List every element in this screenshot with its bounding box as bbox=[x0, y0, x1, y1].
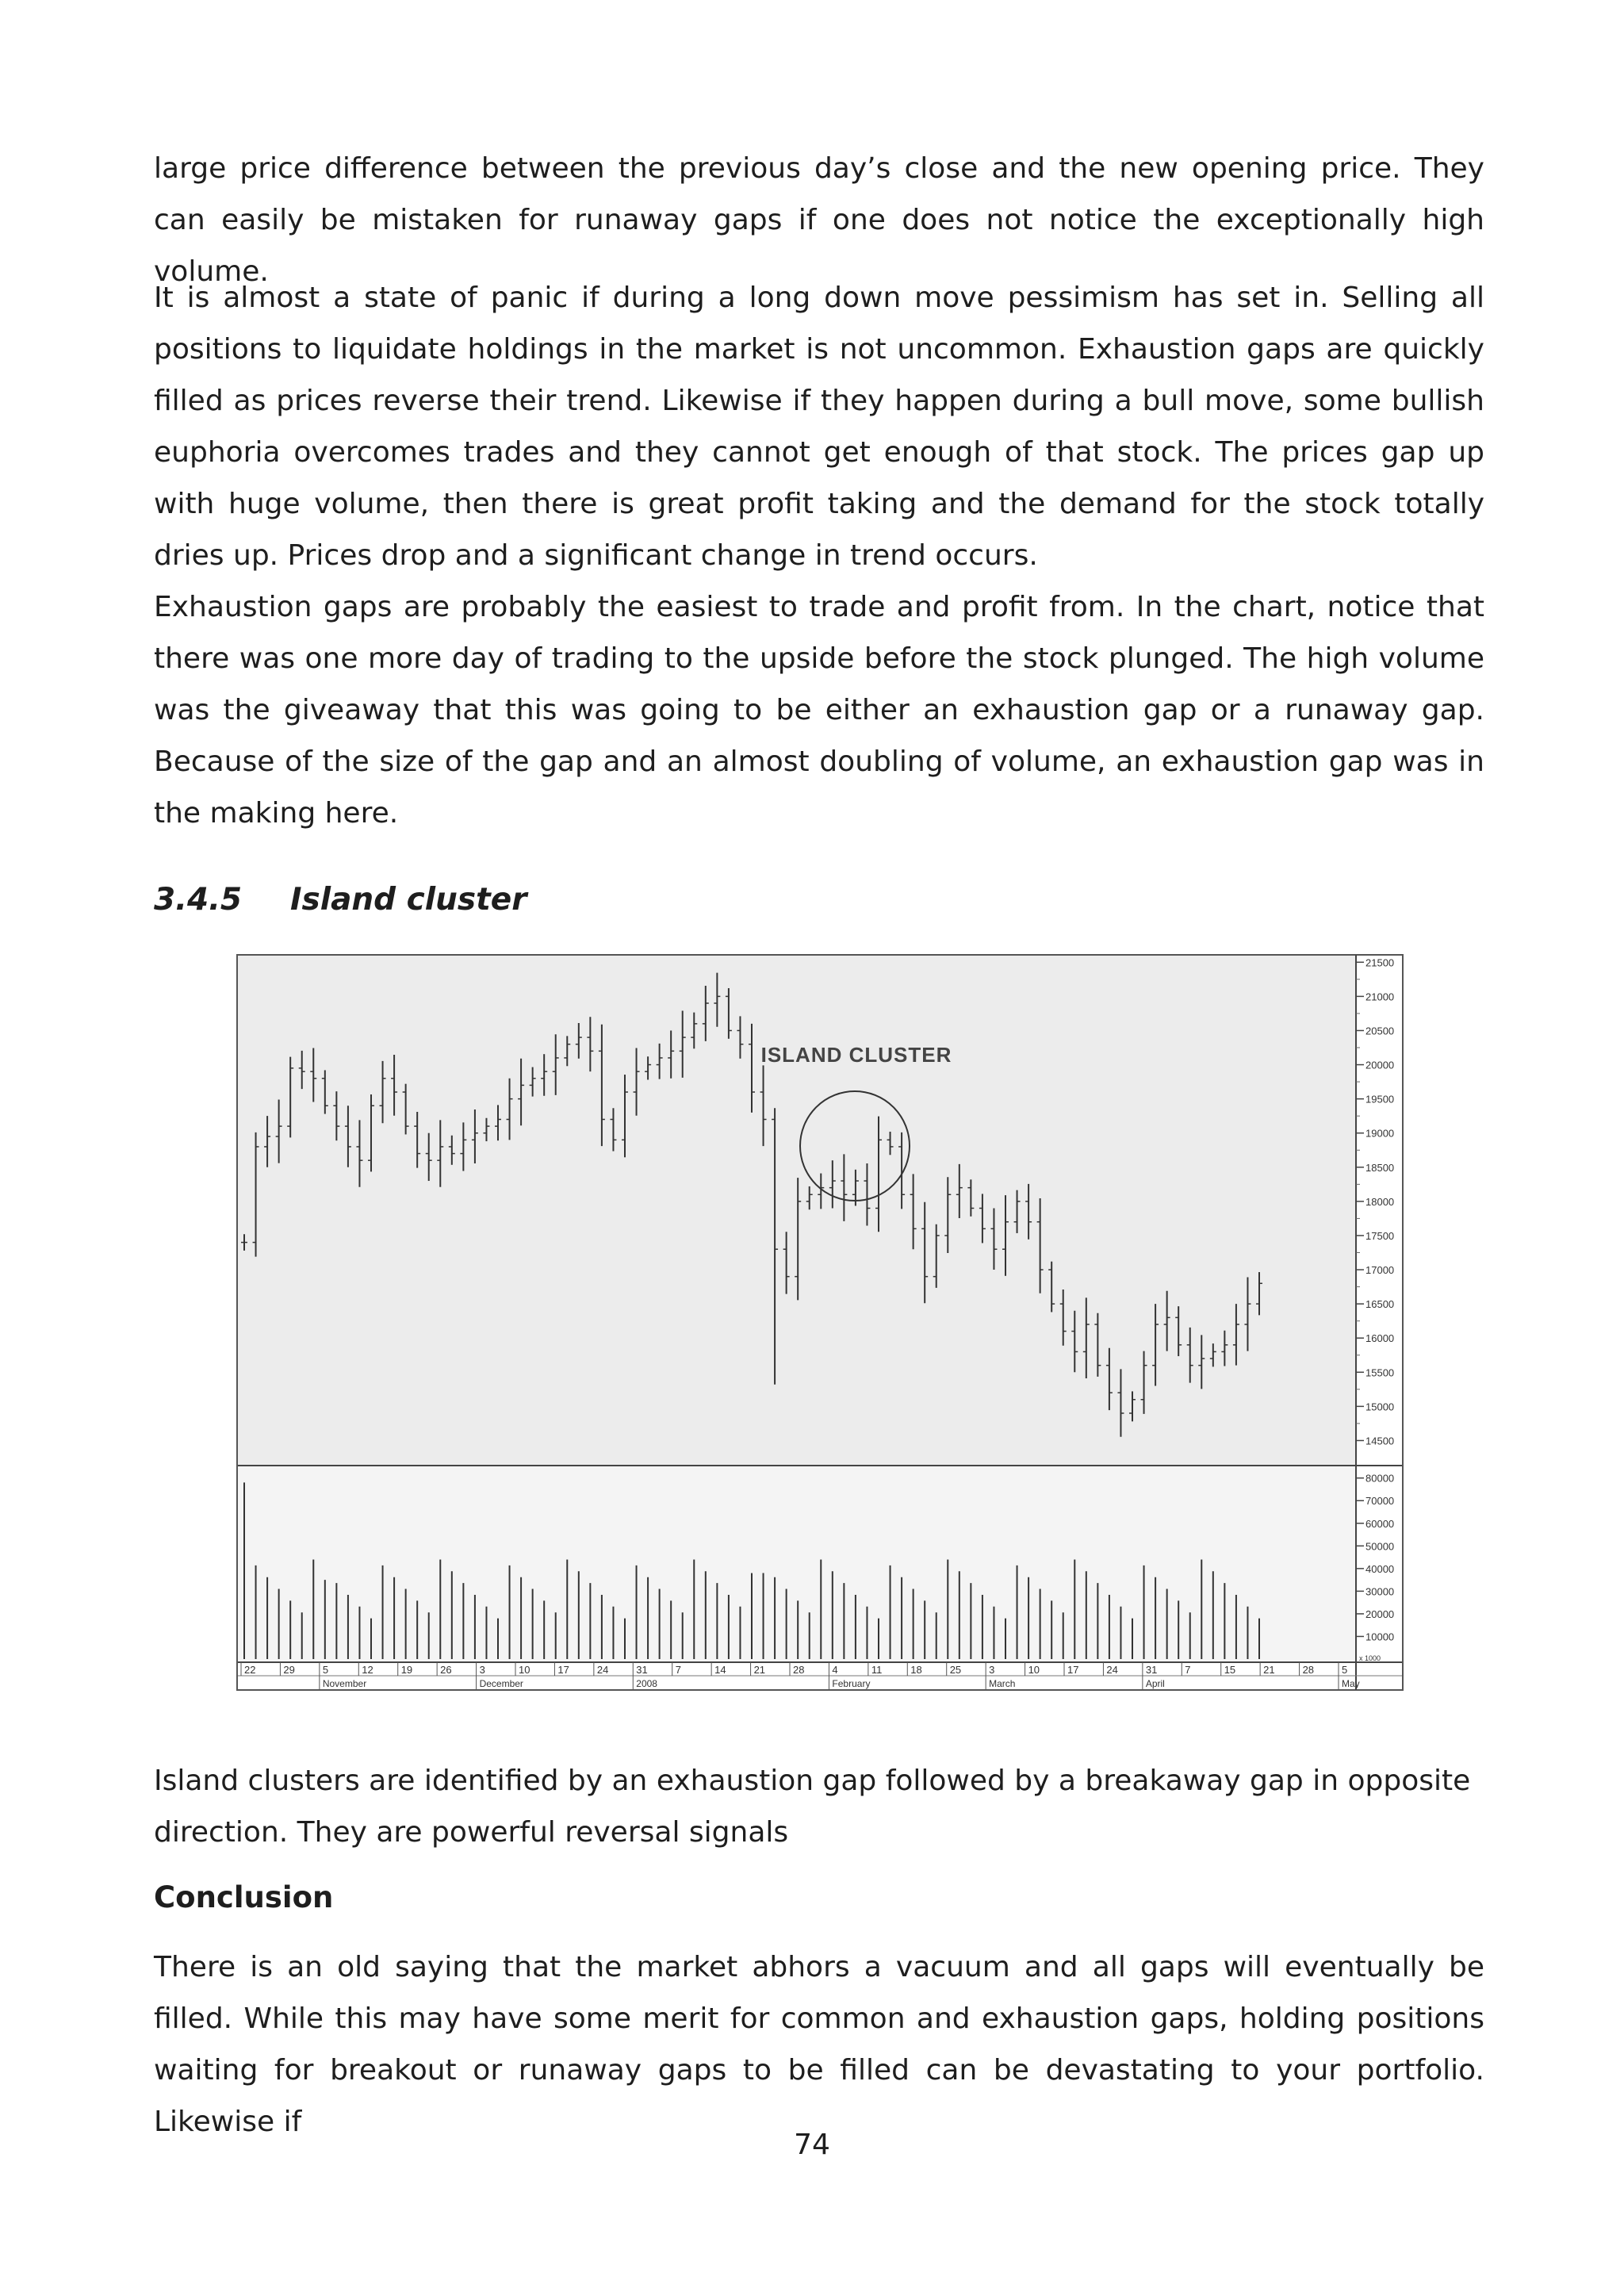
date-tick-label: 18 bbox=[910, 1664, 922, 1676]
date-tick-label: 29 bbox=[283, 1664, 295, 1676]
conclusion-heading: Conclusion bbox=[154, 1880, 334, 1914]
month-label: May bbox=[1342, 1678, 1360, 1689]
paragraph-conclusion: There is an old saying that the market abhors a vacuum and all gaps will eventually be filled. While this may have some merit for common and exhaustion gaps, holding positions waiting for breakout or runaway gaps to be filled can be devastating to your portfolio. Likewise if bbox=[154, 1951, 1484, 2138]
date-tick-label: 25 bbox=[949, 1664, 962, 1676]
price-tick-label: 18500 bbox=[1365, 1161, 1395, 1174]
date-tick-label: 28 bbox=[1302, 1664, 1315, 1676]
date-tick-label: 3 bbox=[989, 1664, 995, 1676]
price-tick-label: 20000 bbox=[1365, 1059, 1395, 1071]
date-tick-label: 31 bbox=[1145, 1664, 1158, 1676]
price-tick-label: 14500 bbox=[1365, 1435, 1395, 1447]
date-tick-label: 12 bbox=[362, 1664, 373, 1676]
price-tick-label: 15000 bbox=[1365, 1401, 1395, 1413]
price-tick-label: 21000 bbox=[1365, 991, 1395, 1003]
date-tick-label: 24 bbox=[1106, 1664, 1118, 1676]
section-number: 3.4.5 bbox=[154, 882, 243, 918]
paragraph-island-definition: Island clusters are identified by an exhaustion gap followed by a breakaway gap in opposite direction. They are powerful reversal signals bbox=[154, 1765, 1471, 1849]
month-label: November bbox=[322, 1678, 367, 1689]
month-label: March bbox=[989, 1678, 1016, 1689]
volume-tick-label: 70000 bbox=[1365, 1495, 1395, 1508]
price-panel bbox=[238, 956, 1356, 1466]
date-tick-label: 17 bbox=[1067, 1664, 1079, 1676]
volume-tick-label: 10000 bbox=[1365, 1631, 1395, 1643]
page-number: 74 bbox=[794, 2129, 830, 2161]
date-tick-label: 17 bbox=[557, 1664, 569, 1676]
date-tick-label: 31 bbox=[636, 1664, 648, 1676]
volume-tick-label: 30000 bbox=[1365, 1585, 1395, 1598]
date-tick-label: 28 bbox=[793, 1664, 805, 1676]
date-tick-label: 14 bbox=[714, 1664, 726, 1676]
price-tick-label: 19500 bbox=[1365, 1093, 1395, 1106]
date-tick-label: 4 bbox=[832, 1664, 838, 1676]
volume-tick-label: 80000 bbox=[1365, 1472, 1395, 1485]
volume-unit-label: x 1000 bbox=[1359, 1654, 1381, 1662]
price-tick-label: 21500 bbox=[1365, 956, 1395, 969]
volume-tick-label: 50000 bbox=[1365, 1540, 1395, 1553]
date-tick-label: 15 bbox=[1224, 1664, 1236, 1676]
date-tick-label: 5 bbox=[1342, 1664, 1348, 1676]
volume-tick-label: 20000 bbox=[1365, 1608, 1395, 1620]
date-tick-label: 24 bbox=[596, 1664, 609, 1676]
price-tick-label: 16500 bbox=[1365, 1298, 1395, 1311]
month-label: February bbox=[832, 1678, 871, 1689]
date-tick-label: 21 bbox=[753, 1664, 766, 1676]
price-tick-label: 17500 bbox=[1365, 1229, 1395, 1242]
price-tick-label: 15500 bbox=[1365, 1366, 1395, 1379]
price-tick-label: 17000 bbox=[1365, 1264, 1395, 1277]
date-tick-label: 10 bbox=[1028, 1664, 1040, 1676]
date-tick-label: 19 bbox=[400, 1664, 413, 1676]
price-tick-label: 18000 bbox=[1365, 1195, 1395, 1208]
island-cluster-label: ISLAND CLUSTER bbox=[760, 1043, 952, 1067]
section-heading bbox=[154, 876, 527, 924]
volume-tick-label: 40000 bbox=[1365, 1562, 1395, 1575]
month-label: December bbox=[479, 1678, 523, 1689]
date-tick-label: 21 bbox=[1263, 1664, 1275, 1676]
date-tick-label: 10 bbox=[519, 1664, 530, 1676]
chart-svg bbox=[236, 954, 1404, 1692]
month-label: 2008 bbox=[636, 1678, 657, 1689]
paragraph-gap-intro: large price difference between the previous day’s close and the new opening price. They can easily be mistaken for runaway gaps if one does not notice the exceptionally high volume. bbox=[154, 152, 1484, 288]
date-tick-label: 22 bbox=[244, 1664, 256, 1676]
price-tick-label: 19000 bbox=[1365, 1127, 1395, 1140]
date-tick-label: 5 bbox=[322, 1664, 329, 1676]
date-tick-label: 3 bbox=[479, 1664, 485, 1676]
date-tick-label: 11 bbox=[871, 1664, 883, 1676]
price-tick-label: 16000 bbox=[1365, 1332, 1395, 1345]
island-cluster-chart bbox=[236, 954, 1404, 1692]
volume-tick-label: 60000 bbox=[1365, 1517, 1395, 1530]
section-title: Island cluster bbox=[290, 882, 527, 918]
paragraph-panic: It is almost a state of panic if during a long down move pessimism has set in. Selling all positions to liquidate holdings in the market is not uncommon. Exhaustion gaps are quickly filled as prices reverse their trend. Likewise if they happen during a bull move, some bullish euphoria overcomes trades and they cannot get enough of that stock. The prices gap up with huge volume, then there is great profit taking and the demand for the stock totally dries up. Prices drop and a significant change in trend occurs. bbox=[154, 282, 1484, 572]
date-tick-label: 26 bbox=[440, 1664, 452, 1676]
month-label: April bbox=[1145, 1678, 1165, 1689]
date-tick-label: 7 bbox=[1185, 1664, 1191, 1676]
date-tick-label: 7 bbox=[675, 1664, 681, 1676]
price-tick-label: 20500 bbox=[1365, 1025, 1395, 1037]
paragraph-exhaustion-trade: Exhaustion gaps are probably the easiest to trade and profit from. In the chart, notice that there was one more day of trading to the upside before the stock plunged. The high volume was the giveaway that this was going to be either an exhaustion gap or a runaway gap. Because of the size of the gap and an almost doubling of volume, an exhaustion gap was in the making here. bbox=[154, 591, 1484, 830]
